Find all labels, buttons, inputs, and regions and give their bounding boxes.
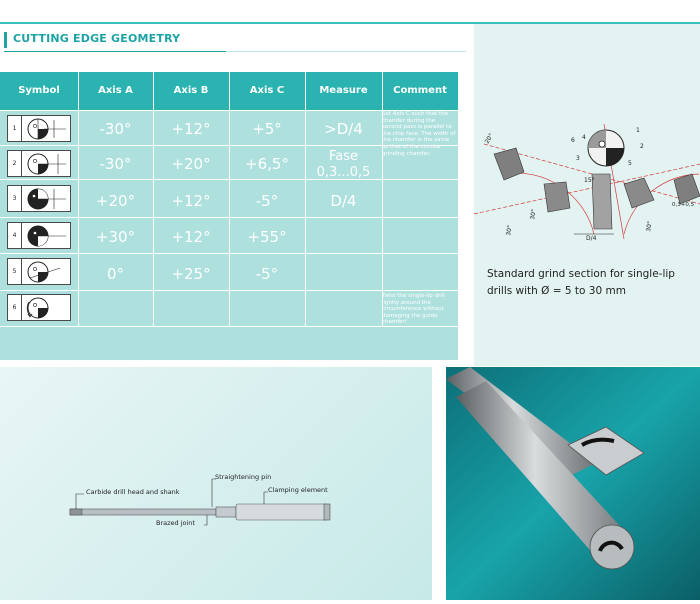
angle-label: 20° <box>483 132 496 145</box>
leader-line <box>212 479 216 507</box>
cell-axis-b: +12° <box>171 228 211 246</box>
header-divider <box>226 51 466 52</box>
label-carbide-head: Carbide drill head and shank <box>86 488 180 496</box>
cell-axis-a: 0° <box>106 265 125 283</box>
cell-axis-a: +20° <box>95 192 136 210</box>
grid-line <box>0 217 458 218</box>
symbol-1 <box>7 115 71 142</box>
grid-line <box>0 253 458 254</box>
grid-line <box>0 179 458 180</box>
col-header-symbol: Symbol <box>18 85 60 96</box>
grind-block <box>494 148 524 180</box>
callout-3: 3 <box>576 155 580 162</box>
col-header-measure: Measure <box>319 85 368 96</box>
cell-axis-b: +12° <box>171 192 211 210</box>
title-underline <box>4 51 226 52</box>
drill-assembly-panel <box>0 367 432 600</box>
drill-section-icon <box>24 260 68 284</box>
cell-axis-c: -5° <box>255 265 279 283</box>
grind-block <box>592 174 612 229</box>
grid-line <box>0 290 458 291</box>
shank-end <box>324 504 330 520</box>
col-header-axis-a: Axis A <box>98 85 133 96</box>
cell-axis-c: +55° <box>247 228 287 246</box>
chamfer-label: 0,3+0,5 <box>672 202 695 208</box>
grind-section-diagram <box>474 24 700 254</box>
cell-axis-c: +6,5° <box>245 155 289 173</box>
straightening-pin <box>216 507 236 517</box>
drill-cross-section <box>571 127 644 167</box>
grind-diagram-panel <box>474 24 700 366</box>
symbol-number: 4 <box>8 223 22 248</box>
comment-row-6: Twist the single-lip drill lightly around the circumference without damaging the guide chamfer! <box>382 293 445 326</box>
grind-block <box>674 174 700 204</box>
cell-measure: >D/4 <box>324 120 363 138</box>
diagram-caption: Standard grind section for single-lip drills with Ø = 5 to 30 mm <box>487 268 675 297</box>
comment-rows-1-2: Set Axis C such that the chamfer during the second pass is parallel to the chip face. The width of the chamfer is the same as that of the circular grinding chamfer. <box>382 111 456 157</box>
drill-section-icon <box>24 117 68 141</box>
grid-line <box>0 326 458 327</box>
drill-assembly-drawing <box>0 367 432 600</box>
symbol-3 <box>7 185 71 212</box>
clamping-element <box>236 504 328 520</box>
cell-axis-c: +5° <box>252 120 282 138</box>
symbol-4 <box>7 222 71 249</box>
col-header-axis-c: Axis C <box>249 85 285 96</box>
drill-section-icon <box>24 224 68 248</box>
cell-axis-a: -30° <box>99 155 132 173</box>
geometry-table <box>0 72 458 360</box>
grind-block <box>624 178 654 208</box>
callout-4: 4 <box>582 134 586 141</box>
col-header-axis-b: Axis B <box>173 85 209 96</box>
drill-tube <box>70 509 216 515</box>
title-accent-bar <box>4 32 7 48</box>
dimension-label: D/4 <box>586 235 597 242</box>
callout-2: 2 <box>640 143 644 150</box>
symbol-number: 6 <box>8 295 22 320</box>
symbol-number: 3 <box>8 186 22 211</box>
symbol-number: 2 <box>8 151 22 176</box>
drill-tip-lower <box>590 525 634 569</box>
callout-5: 5 <box>628 160 632 167</box>
symbol-number: 5 <box>8 259 22 284</box>
drill-section-icon <box>24 187 68 211</box>
cell-axis-b: +12° <box>171 120 211 138</box>
cell-axis-a: +30° <box>95 228 136 246</box>
leader-line <box>76 494 84 509</box>
symbol-6 <box>7 294 71 321</box>
symbol-5 <box>7 258 71 285</box>
label-straightening-pin: Straightening pin <box>215 473 272 481</box>
drill-photo-illustration <box>446 367 700 600</box>
angle-label: 30° <box>529 208 538 221</box>
symbol-2 <box>7 150 71 177</box>
angle-label: 30° <box>505 224 514 237</box>
label-clamping-element: Clamping element <box>268 486 328 494</box>
callout-6: 6 <box>571 137 575 144</box>
cell-axis-b: +25° <box>171 265 211 283</box>
cell-axis-c: -5° <box>255 192 279 210</box>
drill-section-icon <box>24 296 68 320</box>
angle-label: 15° <box>584 177 595 184</box>
grind-block <box>544 182 570 212</box>
label-brazed-joint: Brazed joint <box>156 519 195 527</box>
section-title: CUTTING EDGE GEOMETRY <box>13 32 181 45</box>
leader-line <box>204 515 207 525</box>
col-header-comment: Comment <box>393 85 447 96</box>
cell-axis-a: -30° <box>99 120 132 138</box>
cell-axis-b: +20° <box>171 155 211 173</box>
cell-measure: D/4 <box>330 192 357 210</box>
callout-1: 1 <box>636 127 640 134</box>
drill-section-icon <box>24 152 68 176</box>
angle-label: 30° <box>645 220 654 233</box>
cell-measure: Fase 0,3...0,5 <box>316 149 371 180</box>
carbide-head <box>70 509 82 515</box>
drill-photo <box>446 367 700 600</box>
symbol-number: 1 <box>8 116 22 141</box>
